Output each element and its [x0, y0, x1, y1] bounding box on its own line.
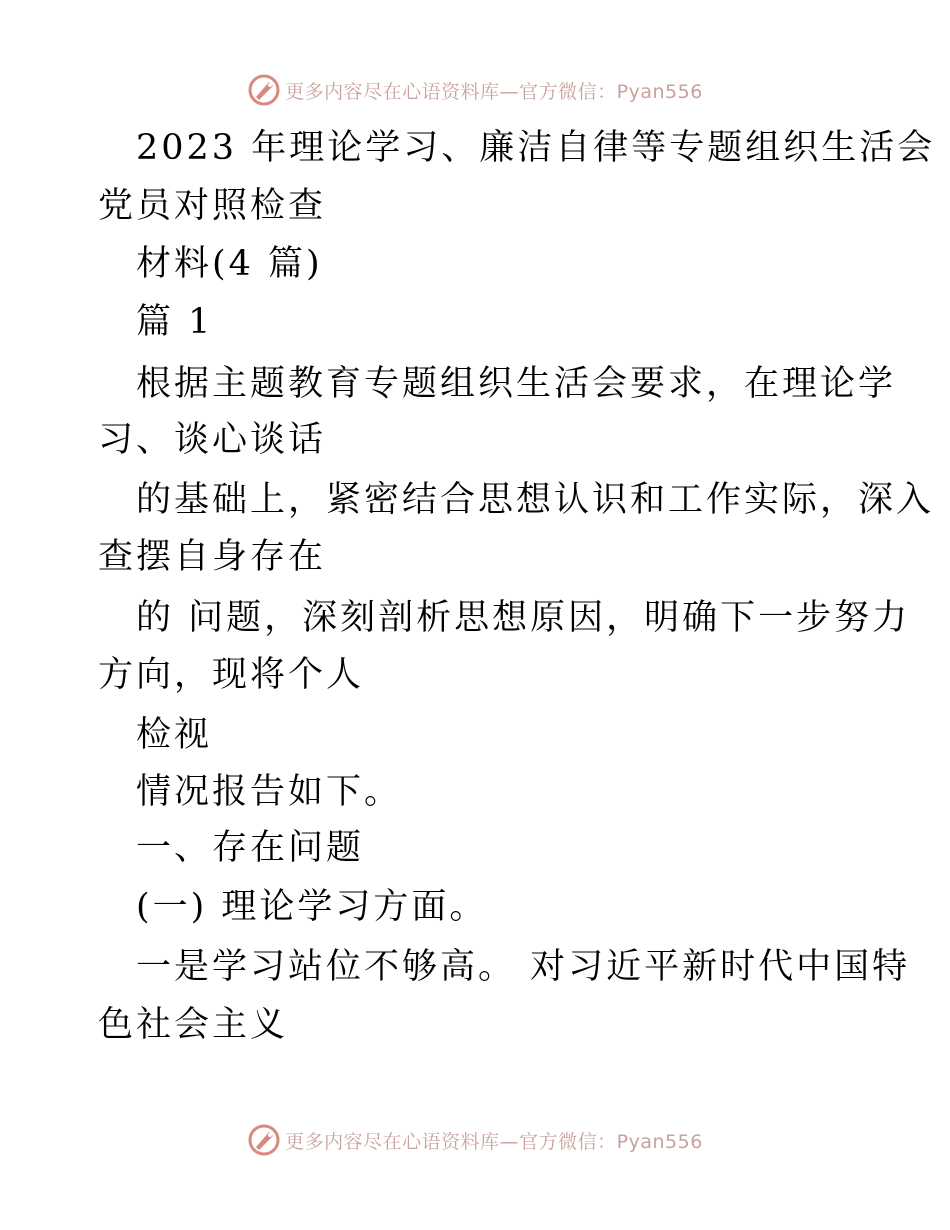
- paragraph-line: 习、谈心谈话: [98, 420, 327, 460]
- pen-nib-logo-icon: [247, 1123, 281, 1157]
- paragraph-line: 根据主题教育专题组织生活会要求，在理论学: [136, 364, 897, 404]
- paragraph-line: 方向，现将个人: [98, 655, 365, 695]
- pen-nib-logo-icon: [247, 73, 281, 107]
- watermark-text: 更多内容尽在心语资料库—官方微信：Pyan556: [285, 80, 703, 103]
- subsection-heading: 一、存在问题: [136, 828, 365, 868]
- paragraph-line: 的 问题，深刻剖析思想原因，明确下一步努力: [136, 598, 911, 638]
- watermark-text: 更多内容尽在心语资料库—官方微信：Pyan556: [285, 1130, 703, 1153]
- paragraph-line: 检视: [136, 715, 213, 755]
- subsection-heading: (一) 理论学习方面。: [136, 887, 488, 927]
- document-title-line-1: 2023 年理论学习、廉洁自律等专题组织生活会: [136, 128, 936, 168]
- paragraph-line: 一是学习站位不够高。 对习近平新时代中国特: [136, 947, 911, 987]
- document-title-line-2: 党员对照检查: [98, 186, 327, 226]
- paragraph-line: 色社会主义: [98, 1005, 289, 1045]
- document-title-line-3: 材料(4 篇): [136, 244, 323, 284]
- paragraph-line: 情况报告如下。: [136, 772, 403, 812]
- paragraph-line: 的基础上，紧密结合思想认识和工作实际，深入: [136, 480, 935, 520]
- header-watermark: [0, 70, 950, 110]
- paragraph-line: 查摆自身存在: [98, 537, 327, 577]
- footer-watermark: [0, 1120, 950, 1160]
- section-heading: 篇 1: [136, 302, 214, 342]
